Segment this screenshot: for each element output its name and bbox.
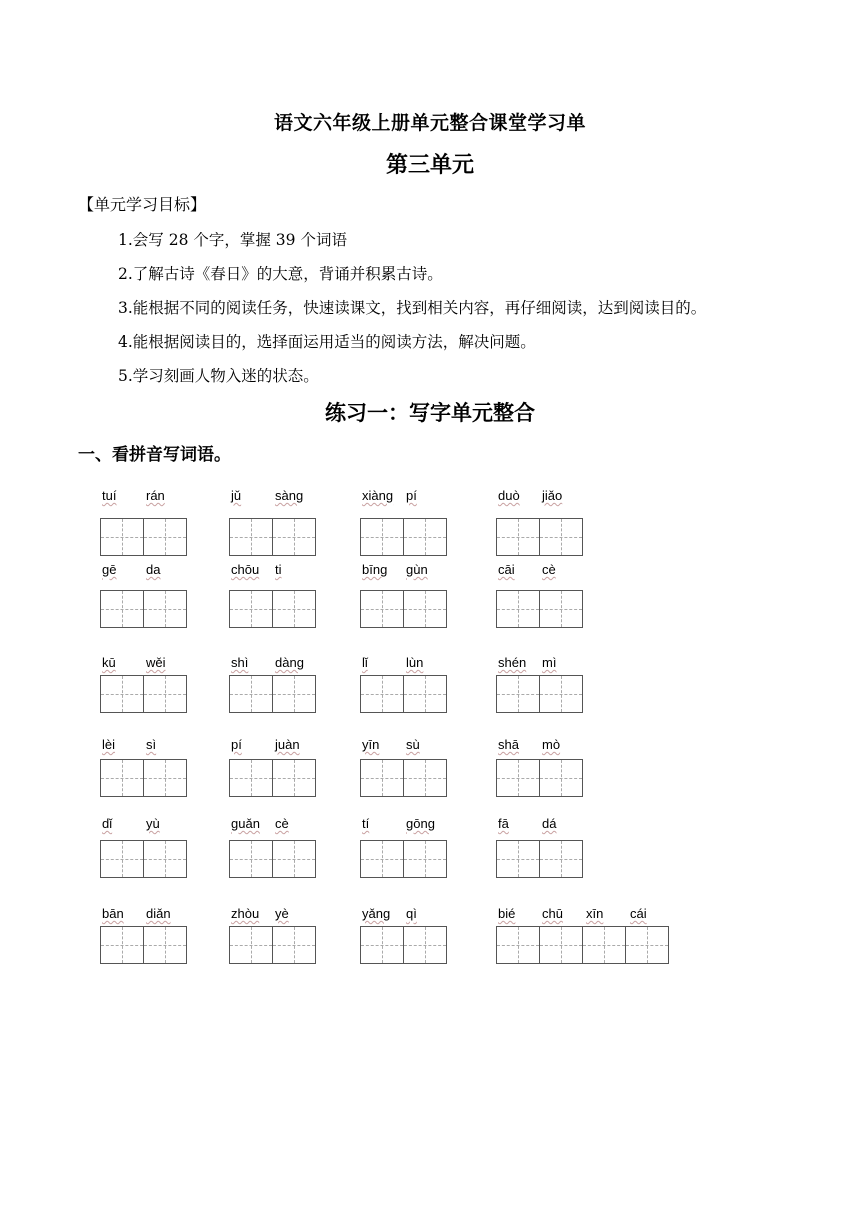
writing-box[interactable]: [229, 675, 273, 713]
exercise-title: 练习一：写字单元整合: [325, 400, 535, 425]
writing-box[interactable]: [539, 926, 583, 964]
writing-box[interactable]: [582, 926, 626, 964]
pinyin-syllable: yè: [275, 906, 289, 921]
writing-box[interactable]: [100, 675, 144, 713]
writing-boxes: [229, 926, 315, 964]
pinyin-syllable: pí: [406, 488, 417, 503]
pinyin-word: [496, 562, 594, 652]
writing-box[interactable]: [403, 518, 447, 556]
pinyin-syllable: xīn: [586, 906, 604, 921]
pinyin-syllable: yǎng: [362, 906, 391, 921]
writing-box[interactable]: [100, 518, 144, 556]
pinyin-syllable: gōng: [406, 816, 435, 831]
pinyin-syllable: shā: [498, 737, 519, 752]
pinyin-word: [496, 737, 594, 827]
goals-heading: 【单元学习目标】: [78, 195, 207, 214]
pinyin-syllable: juàn: [275, 737, 300, 752]
goal-item: 1.会写 28 个字，掌握 39 个词语: [118, 231, 347, 249]
writing-box[interactable]: [143, 590, 187, 628]
pinyin-syllable: tí: [362, 816, 370, 831]
writing-box[interactable]: [403, 759, 447, 797]
pinyin-syllable: dàng: [275, 655, 304, 670]
pinyin-syllable: xiàng: [362, 488, 394, 503]
writing-boxes: [229, 840, 315, 878]
writing-box[interactable]: [539, 840, 583, 878]
pinyin-syllable: pí: [231, 737, 242, 752]
writing-box[interactable]: [360, 926, 404, 964]
pinyin-word: [360, 655, 458, 745]
goal-item: 3.能根据不同的阅读任务，快速读课文，找到相关内容，再仔细阅读，达到阅读目的。: [118, 299, 707, 317]
writing-box[interactable]: [539, 518, 583, 556]
writing-box[interactable]: [403, 675, 447, 713]
pinyin-syllable: mì: [542, 655, 557, 670]
pinyin-word: [360, 816, 458, 906]
pinyin-syllable: qì: [406, 906, 417, 921]
pinyin-syllable: sàng: [275, 488, 304, 503]
writing-box[interactable]: [100, 926, 144, 964]
writing-box[interactable]: [272, 675, 316, 713]
writing-boxes: [100, 675, 186, 713]
pinyin-syllable: jǔ: [231, 488, 242, 503]
writing-boxes: [360, 675, 446, 713]
pinyin-word: [496, 906, 682, 996]
pinyin-word: [100, 816, 198, 906]
unit-title: 第三单元: [385, 152, 474, 178]
writing-boxes: [360, 518, 446, 556]
writing-boxes: [496, 926, 668, 964]
writing-box[interactable]: [403, 840, 447, 878]
writing-box[interactable]: [360, 590, 404, 628]
pinyin-syllable: guǎn: [231, 816, 260, 831]
pinyin-word: [229, 737, 327, 827]
pinyin-word: [100, 655, 198, 745]
writing-box[interactable]: [100, 590, 144, 628]
pinyin-syllable: lǐ: [362, 655, 368, 670]
pinyin-syllable: cè: [542, 562, 556, 577]
pinyin-syllable: da: [146, 562, 161, 577]
pinyin-syllable: chōu: [231, 562, 260, 577]
writing-boxes: [100, 926, 186, 964]
writing-box[interactable]: [539, 590, 583, 628]
pinyin-syllable: gē: [102, 562, 117, 577]
pinyin-syllable: fā: [498, 816, 509, 831]
writing-boxes: [229, 675, 315, 713]
pinyin-syllable: tuí: [102, 488, 117, 503]
writing-boxes: [100, 518, 186, 556]
writing-box[interactable]: [360, 518, 404, 556]
writing-boxes: [496, 518, 582, 556]
writing-box[interactable]: [100, 840, 144, 878]
pinyin-syllable: sù: [406, 737, 420, 752]
pinyin-word: [360, 562, 458, 652]
section-heading: 一、看拼音写词语。: [78, 445, 231, 465]
writing-box[interactable]: [229, 590, 273, 628]
goal-item: 4.能根据阅读目的，选择面运用适当的阅读方法，解决问题。: [118, 333, 536, 351]
writing-box[interactable]: [143, 518, 187, 556]
pinyin-word: [496, 655, 594, 745]
pinyin-word: [100, 737, 198, 827]
page-title: 语文六年级上册单元整合课堂学习单: [273, 112, 586, 134]
writing-box[interactable]: [143, 675, 187, 713]
writing-box[interactable]: [360, 759, 404, 797]
writing-box[interactable]: [360, 675, 404, 713]
pinyin-syllable: mò: [542, 737, 561, 752]
pinyin-syllable: jiǎo: [542, 488, 563, 503]
writing-box[interactable]: [496, 675, 540, 713]
pinyin-word: [100, 562, 198, 652]
pinyin-word: [496, 816, 594, 906]
writing-boxes: [100, 840, 186, 878]
pinyin-word: [360, 737, 458, 827]
writing-box[interactable]: [272, 840, 316, 878]
writing-box[interactable]: [625, 926, 669, 964]
writing-box[interactable]: [272, 518, 316, 556]
pinyin-syllable: kū: [102, 655, 116, 670]
pinyin-syllable: yù: [146, 816, 160, 831]
writing-box[interactable]: [229, 926, 273, 964]
pinyin-syllable: cè: [275, 816, 289, 831]
writing-boxes: [360, 840, 446, 878]
pinyin-syllable: dá: [542, 816, 557, 831]
pinyin-syllable: bān: [102, 906, 124, 921]
pinyin-syllable: bīng: [362, 562, 388, 577]
writing-boxes: [229, 759, 315, 797]
writing-box[interactable]: [403, 590, 447, 628]
pinyin-syllable: zhòu: [231, 906, 260, 921]
writing-boxes: [496, 759, 582, 797]
writing-boxes: [496, 840, 582, 878]
writing-boxes: [229, 518, 315, 556]
pinyin-syllable: lùn: [406, 655, 424, 670]
writing-box[interactable]: [229, 518, 273, 556]
pinyin-syllable: chū: [542, 906, 563, 921]
pinyin-syllable: rán: [146, 488, 165, 503]
pinyin-word: [229, 906, 327, 996]
writing-box[interactable]: [539, 675, 583, 713]
writing-box[interactable]: [229, 759, 273, 797]
writing-boxes: [229, 590, 315, 628]
writing-box[interactable]: [360, 840, 404, 878]
pinyin-syllable: lèi: [102, 737, 116, 752]
pinyin-syllable: yīn: [362, 737, 380, 752]
writing-box[interactable]: [496, 590, 540, 628]
writing-box[interactable]: [403, 926, 447, 964]
pinyin-word: [360, 906, 458, 996]
pinyin-syllable: duò: [498, 488, 520, 503]
writing-box[interactable]: [272, 926, 316, 964]
writing-boxes: [360, 759, 446, 797]
writing-box[interactable]: [496, 840, 540, 878]
pinyin-syllable: sì: [146, 737, 157, 752]
pinyin-syllable: shì: [231, 655, 249, 670]
writing-boxes: [496, 675, 582, 713]
pinyin-word: [229, 562, 327, 652]
pinyin-syllable: diǎn: [146, 906, 171, 921]
writing-box[interactable]: [496, 759, 540, 797]
pinyin-syllable: shén: [498, 655, 527, 670]
writing-boxes: [100, 590, 186, 628]
pinyin-syllable: ti: [275, 562, 282, 577]
writing-box[interactable]: [496, 926, 540, 964]
writing-boxes: [100, 759, 186, 797]
pinyin-word: [229, 655, 327, 745]
writing-box[interactable]: [272, 759, 316, 797]
writing-box[interactable]: [143, 759, 187, 797]
writing-box[interactable]: [496, 518, 540, 556]
goal-item: 5.学习刻画人物入迷的状态。: [118, 367, 319, 385]
pinyin-syllable: gùn: [406, 562, 428, 577]
goal-item: 2.了解古诗《春日》的大意，背诵并积累古诗。: [118, 265, 443, 283]
pinyin-syllable: bié: [498, 906, 516, 921]
writing-boxes: [360, 926, 446, 964]
writing-boxes: [496, 590, 582, 628]
pinyin-syllable: wěi: [146, 655, 166, 670]
pinyin-word: [100, 906, 198, 996]
writing-box[interactable]: [539, 759, 583, 797]
writing-box[interactable]: [272, 590, 316, 628]
pinyin-syllable: cái: [630, 906, 647, 921]
writing-box[interactable]: [229, 840, 273, 878]
writing-box[interactable]: [100, 759, 144, 797]
writing-box[interactable]: [143, 840, 187, 878]
pinyin-syllable: cāi: [498, 562, 515, 577]
writing-boxes: [360, 590, 446, 628]
writing-box[interactable]: [143, 926, 187, 964]
pinyin-word: [229, 816, 327, 906]
pinyin-syllable: dǐ: [102, 816, 113, 831]
